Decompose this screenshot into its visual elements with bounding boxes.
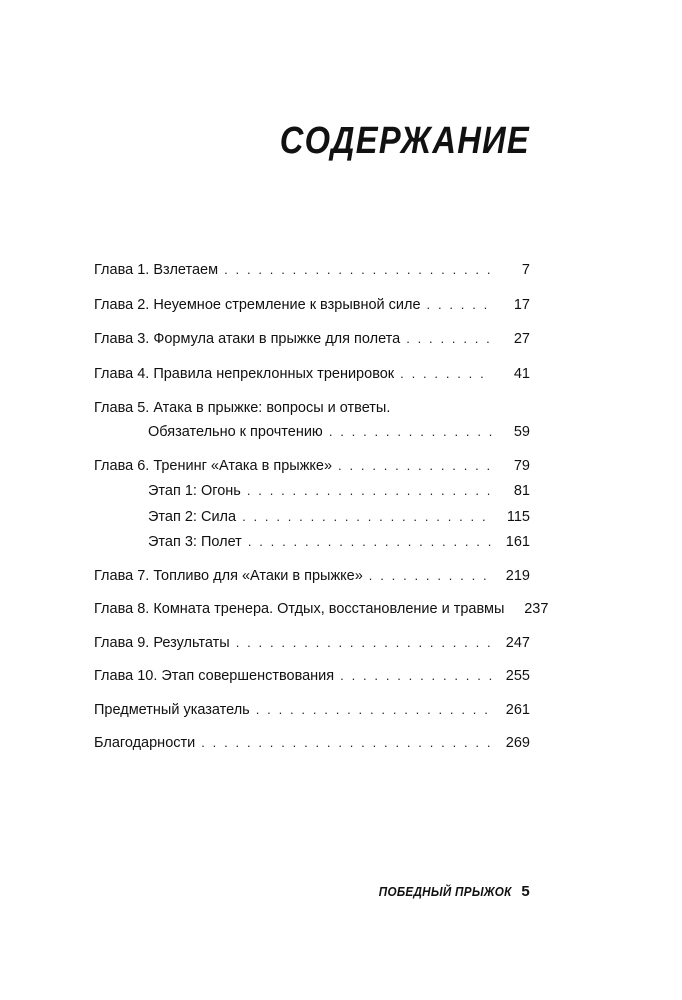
dot-leader <box>329 420 492 444</box>
toc-entry-label: Глава 4. Правила непреклонных тренировок <box>94 366 395 382</box>
toc-entry-label: Глава 10. Этап совершенствования <box>94 668 335 684</box>
toc-entry-chapter-2[interactable] <box>94 293 530 317</box>
toc-entry-page: 255 <box>505 668 530 684</box>
toc-entry-page: 219 <box>505 568 530 584</box>
toc-entry-chapter-4[interactable] <box>94 362 530 386</box>
toc-entry-page: 81 <box>513 483 530 499</box>
toc-entry-label: Глава 2. Неуемное стремление к взрывной силе <box>94 297 421 313</box>
toc-entry-acknowledgements[interactable] <box>94 731 530 755</box>
toc-entry-stage-1[interactable] <box>94 479 530 503</box>
toc-entry-label: Этап 2: Сила <box>148 509 237 525</box>
page-footer <box>364 883 530 900</box>
toc-entry-chapter-9[interactable] <box>94 631 530 655</box>
toc-entry-label: Предметный указатель <box>94 702 250 718</box>
toc-entry-chapter-10[interactable] <box>94 664 530 688</box>
toc-entry-page: 247 <box>505 635 530 651</box>
footer-book-title: ПОБЕДНЫЙ ПРЫЖОК <box>378 884 512 899</box>
toc-entry-label: Этап 1: Огонь <box>148 483 241 499</box>
dot-leader <box>247 479 492 503</box>
dot-leader <box>201 731 492 755</box>
toc-entry-page: 161 <box>505 534 530 550</box>
toc-entry-page: 237 <box>524 601 549 617</box>
dot-leader <box>236 631 492 655</box>
toc-entry-chapter-5[interactable] <box>94 396 530 444</box>
toc-entry-label-continued: Обязательно к прочтению <box>148 424 323 440</box>
toc-entry-label: Благодарности <box>94 735 196 751</box>
toc-entry-chapter-6[interactable] <box>94 454 530 478</box>
toc-entry-stage-2[interactable] <box>94 505 530 529</box>
toc-entry-label: Глава 1. Взлетаем <box>94 262 219 278</box>
toc-entry-label: Глава 5. Атака в прыжке: вопросы и ответы. <box>94 400 391 416</box>
dot-leader <box>369 564 492 588</box>
dot-leader <box>338 454 492 478</box>
dot-leader <box>406 327 492 351</box>
toc-entry-label: Глава 3. Формула атаки в прыжке для полета <box>94 331 401 347</box>
dot-leader <box>224 258 492 282</box>
toc-entry-page: 115 <box>506 509 530 525</box>
toc-entry-chapter-8[interactable] <box>94 597 549 621</box>
toc-entry-chapter-3[interactable] <box>94 327 530 351</box>
toc-entry-label: Глава 6. Тренинг «Атака в прыжке» <box>94 458 333 474</box>
page-title: СОДЕРЖАНИЕ <box>279 120 530 162</box>
toc-entry-stage-3[interactable] <box>94 530 530 554</box>
toc-entry-label: Глава 8. Комната тренера. Отдых, восстановление и травмы <box>94 601 505 617</box>
toc-entry-page: 79 <box>513 458 530 474</box>
toc-entry-label: Глава 7. Топливо для «Атаки в прыжке» <box>94 568 363 584</box>
dot-leader <box>242 505 492 529</box>
toc-entry-page: 41 <box>513 366 530 382</box>
dot-leader <box>400 362 492 386</box>
dot-leader <box>256 698 492 722</box>
toc-entry-index[interactable] <box>94 698 530 722</box>
toc-entry-label: Этап 3: Полет <box>148 534 242 550</box>
toc-entry-page: 7 <box>521 262 530 278</box>
toc-entry-page: 261 <box>505 702 530 718</box>
dot-leader <box>427 293 492 317</box>
toc-entry-label: Глава 9. Результаты <box>94 635 230 651</box>
toc-entry-page: 27 <box>513 331 530 347</box>
toc-entry-page: 17 <box>513 297 530 313</box>
toc-entry-page: 59 <box>513 424 530 440</box>
toc-entry-chapter-7[interactable] <box>94 564 530 588</box>
dot-leader <box>340 664 492 688</box>
toc-entry-page: 269 <box>505 735 530 751</box>
dot-leader <box>248 530 492 554</box>
toc-entry-chapter-1[interactable] <box>94 258 530 282</box>
footer-page-number: 5 <box>521 883 530 900</box>
